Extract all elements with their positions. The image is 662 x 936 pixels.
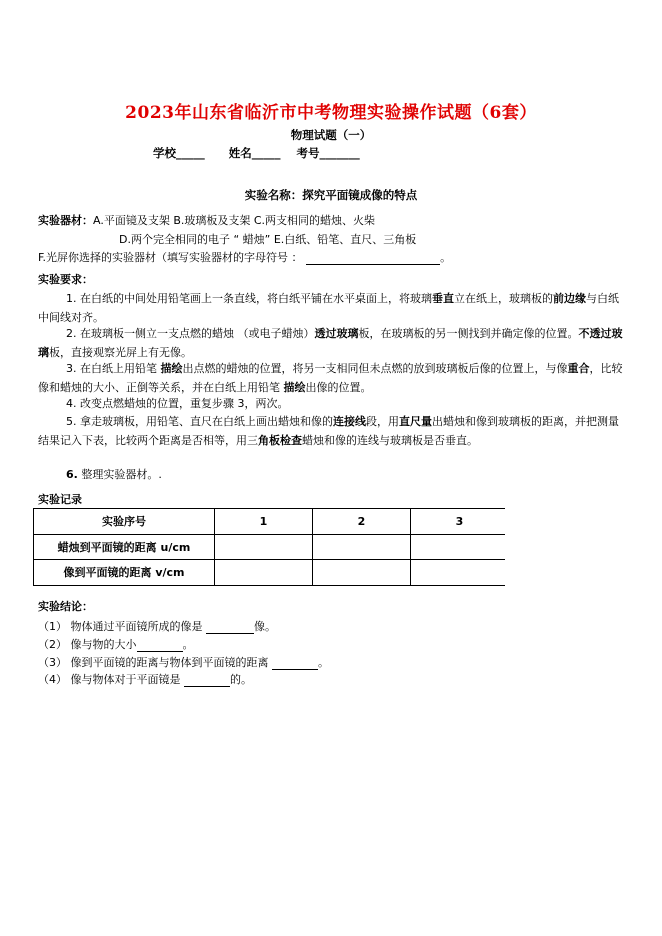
req1-bold-a: 垂直 <box>432 292 454 305</box>
req5-bold-b: 直尺量 <box>399 415 432 428</box>
equipment-line-3 <box>38 249 451 265</box>
conclusion-end: 。 <box>318 656 329 669</box>
equipment-line-1 <box>38 212 375 228</box>
req2-text-a: 2. 在玻璃板一侧立一支点燃的蜡烛 （或电子蜡烛） <box>66 327 315 340</box>
requirement-4: 4. 改变点燃蜡烛的位置，重复步骤 3，两次。 <box>66 397 289 410</box>
equipment-options-1: A.平面镜及支架 B.玻璃板及支架 C.两支相同的蜡烛、火柴 <box>93 214 376 227</box>
row-label-object-distance: 蜡烛到平面镜的距离 u/cm <box>34 534 215 560</box>
student-info-line <box>153 145 360 161</box>
table-right-edge-gap <box>505 508 509 588</box>
conclusion-text: 像到平面镜的距离与物体到平面镜的距离 <box>70 656 272 669</box>
req5-text-a: 5. 拿走玻璃板，用铅笔、直尺在白纸上画出蜡烛和像的 <box>66 415 333 428</box>
req5-bold-c: 角板检查 <box>258 433 302 447</box>
req2-bold-b: 不透过玻璃 <box>38 327 623 359</box>
cell-u-1[interactable] <box>215 534 313 560</box>
requirements-label: 实验要求： <box>38 273 93 286</box>
conclusion-blank-1[interactable] <box>206 621 254 634</box>
req1-bold-b: 前边缘 <box>553 292 586 305</box>
req6-number: 6. <box>66 468 78 481</box>
req3-bold-b: 重合 <box>567 362 590 375</box>
conclusion-item-1 <box>38 618 276 634</box>
conclusion-text: 像与物体对于平面镜是 <box>70 673 184 686</box>
conclusion-end: 像。 <box>254 620 276 633</box>
exam-no-label: 考号 <box>296 146 320 160</box>
page-title: 2023年山东省临沂市中考物理实验操作试题（6套） <box>125 103 537 123</box>
req3-text-c: ，比较像和蜡烛的大小、正倒等关系，并在白纸上用铅笔 <box>38 362 623 394</box>
header-trial-2: 2 <box>313 509 411 535</box>
conclusion-blank-4[interactable] <box>184 674 230 687</box>
cell-v-3[interactable] <box>411 560 509 586</box>
equipment-choice-prompt: F.光屏你选择的实验器材（填写实验器材的字母符号 ： <box>38 251 303 264</box>
experiment-name: 实验名称：探究平面镜成像的特点 <box>244 188 418 202</box>
equipment-answer-blank[interactable] <box>306 252 440 265</box>
req2-bold-a: 透过玻璃 <box>314 327 359 340</box>
cell-u-3[interactable] <box>411 534 509 560</box>
table-row <box>34 560 509 586</box>
conclusion-item-4 <box>38 671 252 687</box>
req2-text-c: 板，直接观察光屏上有无像。 <box>49 345 192 359</box>
req3-bold-c: 描绘 <box>283 380 306 394</box>
conclusion-item-3 <box>38 654 329 670</box>
req3-text-a: 3. 在白纸上用铅笔 <box>66 362 161 375</box>
school-blank[interactable]: _____ <box>176 146 205 160</box>
requirement-1 <box>38 290 623 327</box>
conclusion-label: 实验结论： <box>38 600 93 613</box>
conclusion-end: 。 <box>182 638 194 651</box>
conclusion-text: 物体通过平面镜所成的像是 <box>70 620 206 633</box>
exam-no-blank[interactable]: _______ <box>319 146 360 160</box>
record-table <box>33 508 509 586</box>
conclusion-blank-3[interactable] <box>272 657 318 670</box>
req1-text-a: 1. 在白纸的中间处用铅笔画上一条直线，将白纸平铺在水平桌面上，将玻璃 <box>66 292 432 305</box>
req2-text-b: 板，在玻璃板的另一侧找到并确定像的位置。 <box>358 327 579 340</box>
equipment-label: 实验器材： <box>38 214 93 227</box>
table-row <box>34 534 509 560</box>
req5-text-c: 出蜡烛和像到玻璃板的距离，并把测量结果记入下表，比较两个距离是否相等，用三 <box>38 415 619 447</box>
requirement-2 <box>38 325 623 362</box>
conclusion-item-2 <box>38 636 194 652</box>
req6-text: 整理实验器材。. <box>77 468 162 481</box>
row-label-image-distance: 像到平面镜的距离 v/cm <box>34 560 215 586</box>
req3-text-b: 出点燃的蜡烛的位置，将另一支相同但未点燃的放到玻璃板后像的位置上，与像 <box>182 362 568 375</box>
name-label: 姓名 <box>228 146 252 160</box>
conclusion-num: （2） <box>38 638 67 651</box>
equipment-line-end: 。 <box>440 251 452 264</box>
header-trial-number: 实验序号 <box>34 509 215 535</box>
equipment-line-2: D.两个完全相同的电子 “ 蜡烛” E.白纸、铅笔、直尺、三角板 <box>119 233 417 246</box>
paper-subtitle: 物理试题（一） <box>290 128 372 142</box>
record-label: 实验记录 <box>38 493 82 506</box>
req1-text-c: 与白纸中间线对齐。 <box>38 292 619 324</box>
conclusion-num: （1） <box>38 620 67 633</box>
conclusion-blank-2[interactable] <box>137 639 183 652</box>
name-blank[interactable]: _____ <box>251 146 281 160</box>
req3-bold-a: 描绘 <box>160 362 183 375</box>
conclusion-num: （3） <box>38 656 67 669</box>
req3-text-d: 出像的位置。 <box>305 380 372 394</box>
requirement-6 <box>66 466 162 482</box>
conclusion-end: 的。 <box>230 673 252 686</box>
conclusion-text: 像与物的大小 <box>70 638 137 651</box>
req5-text-d: 蜡烛和像的连线与玻璃板是否垂直。 <box>302 433 478 447</box>
req1-text-b: 立在纸上，玻璃板的 <box>454 292 553 305</box>
requirement-5 <box>38 413 623 450</box>
school-label: 学校 <box>153 146 176 160</box>
cell-v-1[interactable] <box>215 560 313 586</box>
conclusion-num: （4） <box>38 673 67 686</box>
req5-text-b: 段，用 <box>366 415 399 428</box>
requirement-3 <box>38 360 623 397</box>
cell-v-2[interactable] <box>313 560 411 586</box>
cell-u-2[interactable] <box>313 534 411 560</box>
record-header-row <box>34 509 509 535</box>
header-trial-1: 1 <box>215 509 313 535</box>
req5-bold-a: 连接线 <box>333 415 366 428</box>
header-trial-3: 3 <box>411 509 509 535</box>
